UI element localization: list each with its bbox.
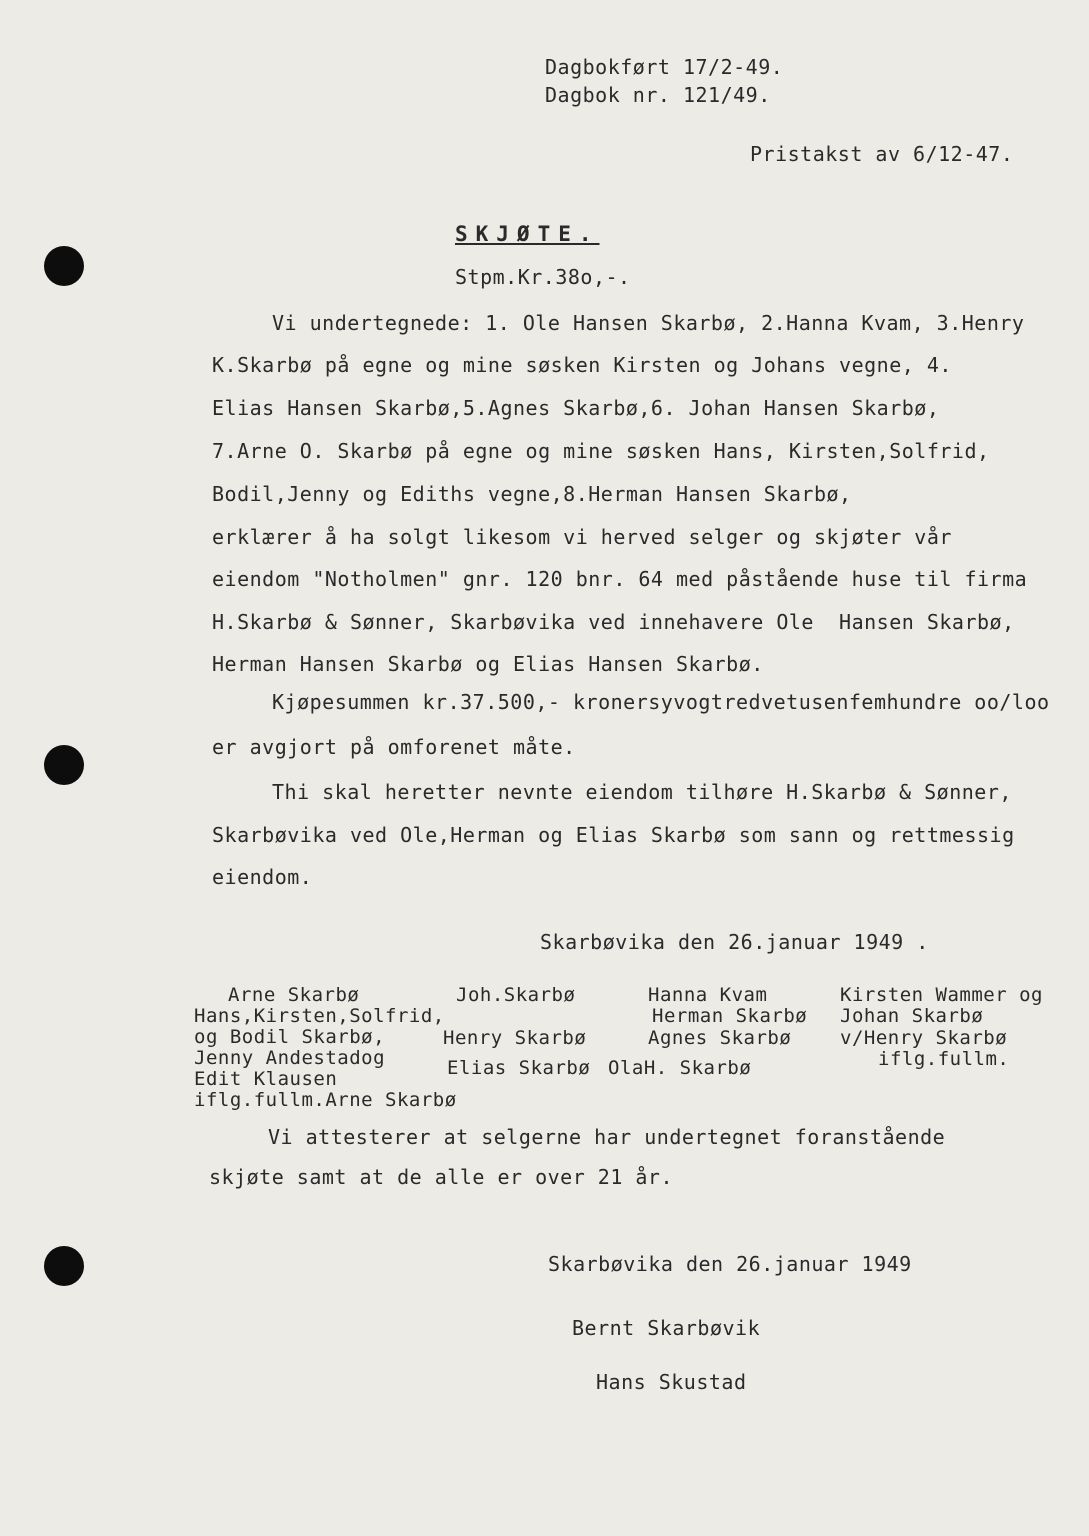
place-date: Skarbøvika den 26.januar 1949	[548, 1252, 912, 1276]
attest-line: skjøte samt at de alle er over 21 år.	[209, 1165, 674, 1189]
signature-line: iflg.fullm.Arne Skarbø	[194, 1089, 457, 1111]
signature-line: Kirsten Wammer og	[840, 984, 1043, 1006]
signature-line: Agnes Skarbø	[648, 1027, 792, 1049]
attest-line: Vi attesterer at selgerne har undertegnet foranstående	[268, 1125, 946, 1149]
pristakst-note: Pristakst av 6/12-47.	[750, 142, 1014, 166]
punch-hole	[44, 246, 84, 286]
punch-hole	[44, 1246, 84, 1286]
body-line: Elias Hansen Skarbø,5.Agnes Skarbø,6. Johan Hansen Skarbø,	[212, 396, 940, 420]
witness-name: Bernt Skarbøvik	[572, 1316, 761, 1340]
signature-line: Jenny Andestadog	[194, 1047, 386, 1069]
body-line: Bodil,Jenny og Ediths vegne,8.Herman Hansen Skarbø,	[212, 482, 852, 506]
body-line: K.Skarbø på egne og mine søsken Kirsten og Johans vegne, 4.	[212, 353, 952, 377]
place-date: Skarbøvika den 26.januar 1949 .	[540, 930, 929, 954]
signature-line: Johan Skarbø	[840, 1005, 984, 1027]
body-line: Herman Hansen Skarbø og Elias Hansen Skarbø.	[212, 652, 764, 676]
witness-name: Hans Skustad	[596, 1370, 747, 1394]
stamp-duty: Stpm.Kr.38o,-.	[455, 265, 631, 289]
body-line: erklærer å ha solgt likesom vi herved selger og skjøter vår	[212, 525, 952, 549]
transfer-line: Thi skal heretter nevnte eiendom tilhøre H.Skarbø & Sønner,	[272, 780, 1012, 804]
document-title: SKJØTE.	[455, 222, 600, 246]
dagbok-number: Dagbok nr. 121/49.	[545, 83, 771, 107]
signature-line: Herman Skarbø	[652, 1005, 808, 1027]
purchase-sum-line: Kjøpesummen kr.37.500,- kronersyvogtredvetusenfemhundre oo/loo	[272, 690, 1050, 714]
transfer-line: eiendom.	[212, 865, 313, 889]
punch-hole	[44, 745, 84, 785]
signature-line: Edit Klausen	[194, 1068, 338, 1090]
body-line: eiendom "Notholmen" gnr. 120 bnr. 64 med påstående huse til firma	[212, 567, 1028, 591]
signature-line: iflg.fullm.	[878, 1048, 1010, 1070]
signature-line: Hans,Kirsten,Solfrid,	[194, 1005, 445, 1027]
purchase-sum-line: er avgjort på omforenet måte.	[212, 735, 576, 759]
body-line: Vi undertegnede: 1. Ole Hansen Skarbø, 2.Hanna Kvam, 3.Henry	[272, 311, 1025, 335]
signature-line: og Bodil Skarbø,	[194, 1026, 386, 1048]
body-line: 7.Arne O. Skarbø på egne og mine søsken Hans, Kirsten,Solfrid,	[212, 439, 990, 463]
transfer-line: Skarbøvika ved Ole,Herman og Elias Skarbø som sann og rettmessig	[212, 823, 1015, 847]
body-line: H.Skarbø & Sønner, Skarbøvika ved innehavere Ole Hansen Skarbø,	[212, 610, 1015, 634]
dagbokfort-note: Dagbokført 17/2-49.	[545, 55, 784, 79]
signature-line: Arne Skarbø	[228, 984, 360, 1006]
signature-line: Henry Skarbø	[443, 1027, 587, 1049]
signature-line: OlaH. Skarbø	[608, 1057, 752, 1079]
signature-line: v/Henry Skarbø	[840, 1027, 1008, 1049]
signature-line: Hanna Kvam	[648, 984, 768, 1006]
signature-line: Joh.Skarbø	[456, 984, 576, 1006]
signature-line: Elias Skarbø	[447, 1057, 591, 1079]
